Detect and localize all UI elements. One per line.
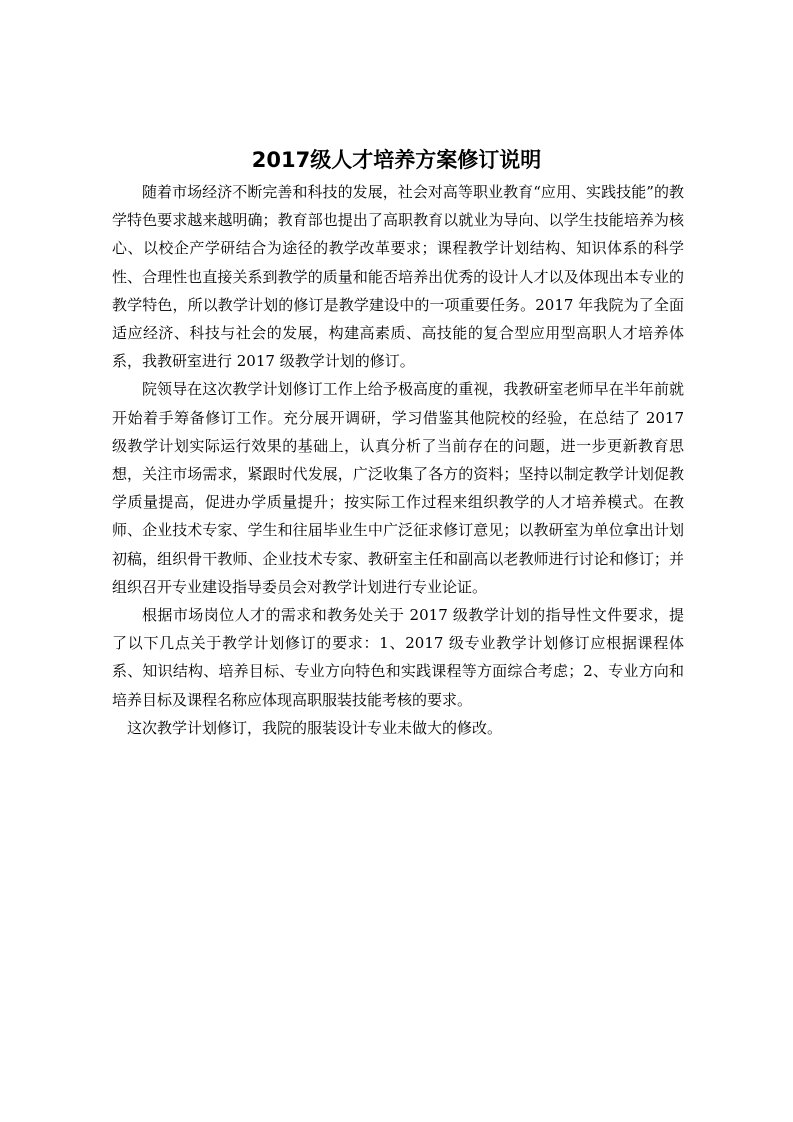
paragraph-process: 院领导在这次教学计划修订工作上给予极高度的重视，我教研室老师早在半年前就开始着手筹备修订工作。充分展开调研，学习借鉴其他院校的经验，在总结了 2017 级教学计划实际运行效果的基础上，认真分析了当前存在的问题，进一步更新教育思想，关注市场需求，紧跟时代发展，广泛收集了各方的资料；坚持以制定教学计划促教学质量提高，促进办学质量提升；按实际工作过程来组织教学的人才培养模式。在教师、企业技术专家、学生和往届毕业生中广泛征求修订意见；以教研室为单位拿出计划初稿，组织骨干教师、企业技术专家、教研室主任和副高以老教师进行讨论和修订；并组织召开专业建设指导委员会对教学计划进行专业论证。 (112, 380, 684, 596)
paragraph-requirements: 根据市场岗位人才的需求和教务处关于 2017 级教学计划的指导性文件要求，提了以下几点关于教学计划修订的要求：1、2017 级专业教学计划修订应根据课程体系、知识结构、培养目标、专业方向特色和实践课程等方面综合考虑；2、专业方向和培养目标及课程名称应体现高职服装技能考核的要求。 (112, 606, 684, 709)
paragraph-conclusion: 这次教学计划修订，我院的服装设计专业未做大的修改。 (127, 718, 503, 737)
document-title: 2017级人才培养方案修订说明 (251, 148, 542, 172)
document-body (112, 178, 684, 742)
paragraph-intro: 随着市场经济不断完善和科技的发展，社会对高等职业教育“应用、实践技能”的教学特色要求越来越明确；教育部也提出了高职教育以就业为导向、以学生技能培养为核心、以校企产学研结合为途径的教学改革要求；课程教学计划结构、知识体系的科学性、合理性也直接关系到教学的质量和能否培养出优秀的设计人才以及体现出本专业的教学特色，所以教学计划的修订是教学建设中的一项重要任务。2017 年我院为了全面适应经济、科技与社会的发展，构建高素质、高技能的复合型应用型高职人才培养体系，我教研室进行 2017 级教学计划的修订。 (112, 183, 684, 371)
